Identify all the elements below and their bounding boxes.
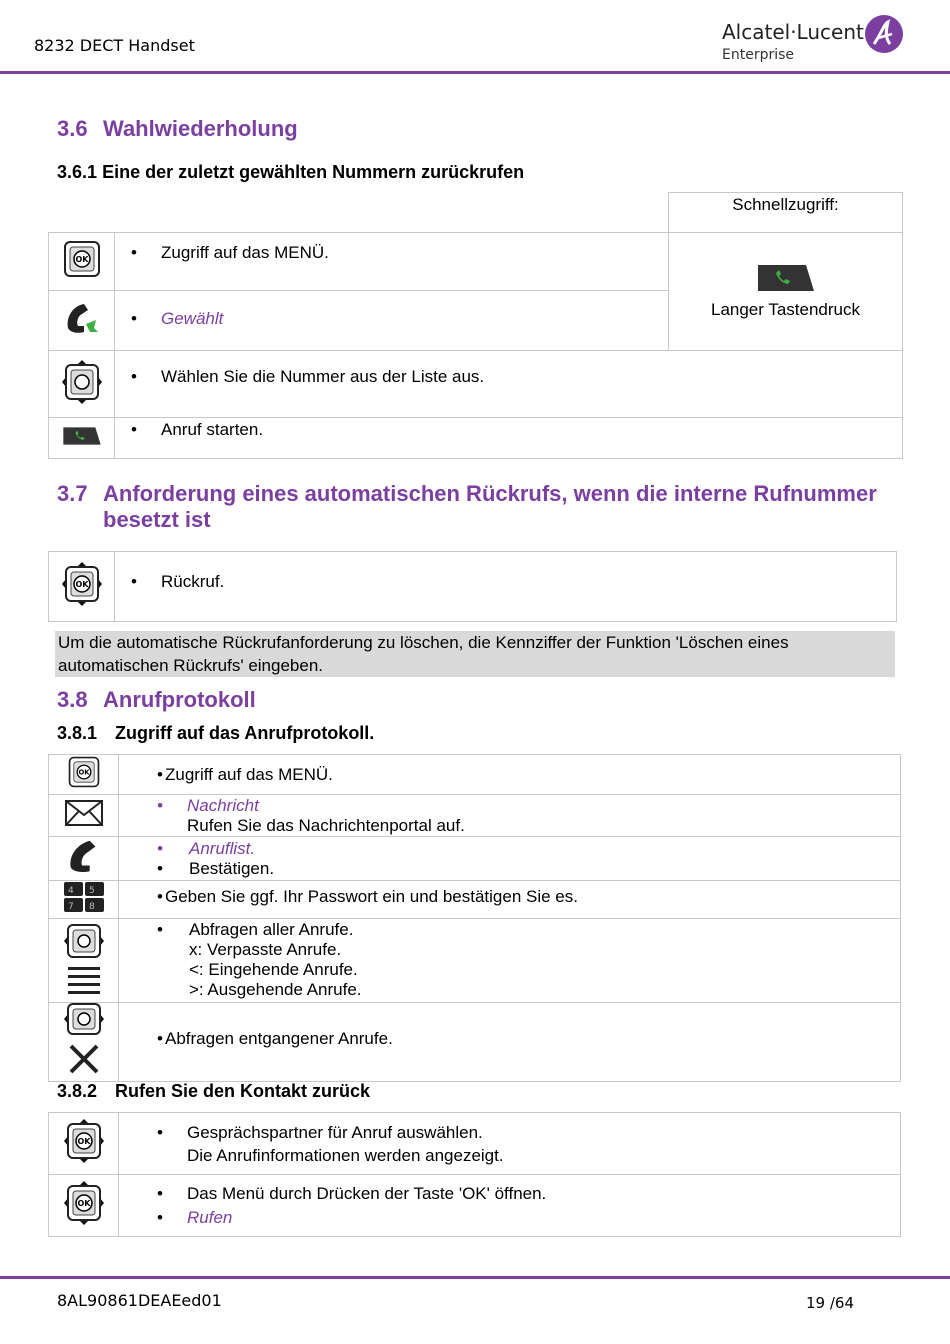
- navigator-cancel-icon: [49, 1003, 119, 1082]
- section-heading-3-7: 3.7 Anforderung eines automatischen Rückrufs, wenn die interne Rufnummer besetzt ist: [57, 481, 877, 532]
- menu-item-rufen: Rufen: [187, 1208, 233, 1227]
- alcatel-lucent-logo: [720, 14, 910, 68]
- step-text: Abfragen aller Anrufe.: [189, 920, 354, 939]
- step-text: Gesprächspartner für Anruf auswählen.: [187, 1123, 483, 1142]
- call-log-table: OK • Zugriff auf das MENÜ. • Nachricht Rufen Sie das Nachrichtenportal auf. • Anruflist. • Bestätigen. 4 5 7 8 • Geben Sie ggf. Ihr Passwort ein und bestätigen Sie es. • Abfragen aller Anrufe. x: Verpasste Anrufe. <: Eingehende Anrufe. >: Ausgehende Anrufe. • Abfragen entgangener Anrufe.: [48, 754, 901, 1082]
- navigator-ok-icon: [49, 1175, 119, 1237]
- section-heading-3-8: 3.8 Anrufprotokoll: [57, 687, 256, 712]
- svg-text:OK: OK: [77, 768, 90, 777]
- navigator-ok-icon: [49, 552, 115, 622]
- step-text: Rückruf.: [161, 572, 225, 591]
- svg-text:5: 5: [88, 886, 95, 896]
- navigator-list-icon: [49, 919, 119, 1003]
- step-text: Zugriff auf das MENÜ.: [165, 765, 333, 784]
- off-hook-key-icon: [756, 263, 816, 293]
- step-text: Wählen Sie die Nummer aus der Liste aus.: [161, 367, 485, 386]
- menu-item-nachricht: Nachricht: [187, 796, 259, 815]
- step-text: Das Menü durch Drücken der Taste 'OK' öffnen.: [187, 1184, 547, 1203]
- svg-text:OK: OK: [75, 580, 88, 589]
- handset-icon: [49, 837, 119, 881]
- ok-key-icon: [49, 233, 115, 291]
- off-hook-key-icon: [49, 418, 115, 459]
- list-icon: [67, 964, 101, 994]
- document-id: 8AL90861DEAEed01: [57, 1291, 222, 1310]
- header-rule: [0, 71, 950, 74]
- menu-item-anruflist: Anruflist.: [189, 839, 256, 858]
- step-text: Abfragen entgangener Anrufe.: [165, 1029, 393, 1048]
- navigator-ok-icon: [49, 1113, 119, 1175]
- step-text: Geben Sie ggf. Ihr Passwort ein und bestätigen Sie es.: [165, 887, 578, 906]
- svg-text:OK: OK: [75, 255, 88, 264]
- step-text: Die Anrufinformationen werden angezeigt.: [187, 1146, 504, 1165]
- quick-access-text: Langer Tastendruck: [710, 300, 860, 319]
- svg-text:8: 8: [88, 902, 95, 912]
- close-icon: [67, 1042, 101, 1076]
- subsection-heading-3-8-2: 3.8.2 Rufen Sie den Kontakt zurück: [57, 1081, 371, 1101]
- quick-access-title: Schnellzugriff:: [669, 193, 903, 233]
- step-text: <: Eingehende Anrufe.: [189, 960, 358, 979]
- logo-brand: Alcatel·Lucent: [722, 20, 864, 44]
- svg-text:OK: OK: [77, 1199, 90, 1208]
- step-text: Zugriff auf das MENÜ.: [161, 243, 329, 262]
- recall-contact-table: OK • Gesprächspartner für Anruf auswählen. Die Anrufinformationen werden angezeigt. OK • Das Menü durch Drücken der Taste 'OK' öffnen. • Rufen: [48, 1112, 901, 1237]
- subsection-heading-3-8-1: 3.8.1 Zugriff auf das Anrufprotokoll.: [57, 723, 375, 743]
- step-text: >: Ausgehende Anrufe.: [189, 980, 362, 999]
- svg-text:7: 7: [67, 902, 74, 912]
- svg-text:OK: OK: [77, 1137, 90, 1146]
- menu-item-gewaehlt: Gewählt: [161, 309, 224, 328]
- redial-steps-table: Schnellzugriff: OK • Zugriff auf das MENÜ. Langer Tastendruck • Gewählt • Wählen Sie die Nummer aus der Liste aus. • Anruf starten.: [48, 192, 903, 459]
- step-text: Bestätigen.: [189, 859, 275, 878]
- subsection-heading-3-6-1: 3.6.1 Eine der zuletzt gewählten Nummern zurückrufen: [57, 162, 525, 182]
- svg-text:4: 4: [67, 886, 74, 896]
- document-title: 8232 DECT Handset: [34, 36, 195, 55]
- ok-key-icon: [49, 755, 119, 795]
- step-text: x: Verpasste Anrufe.: [189, 940, 342, 959]
- logo-sub: Enterprise: [722, 47, 795, 63]
- envelope-icon: [49, 795, 119, 837]
- logo-mark-icon: [864, 14, 904, 54]
- redial-handset-icon: [49, 291, 115, 351]
- info-note: Um die automatische Rückrufanforderung zu löschen, die Kennziffer der Funktion 'Löschen eines automatischen Rückrufs' eingeben.: [55, 631, 895, 677]
- page-number: 19 /64: [806, 1294, 854, 1312]
- step-text: Rufen Sie das Nachrichtenportal auf.: [187, 816, 465, 835]
- section-heading-3-6: 3.6 Wahlwiederholung: [57, 116, 298, 141]
- step-text: Anruf starten.: [161, 420, 264, 439]
- keypad-icon: [49, 881, 119, 919]
- quick-access-cell: [669, 233, 903, 351]
- callback-table: OK • Rückruf.: [48, 551, 897, 622]
- footer-rule: [0, 1276, 950, 1279]
- navigator-icon: [49, 351, 115, 418]
